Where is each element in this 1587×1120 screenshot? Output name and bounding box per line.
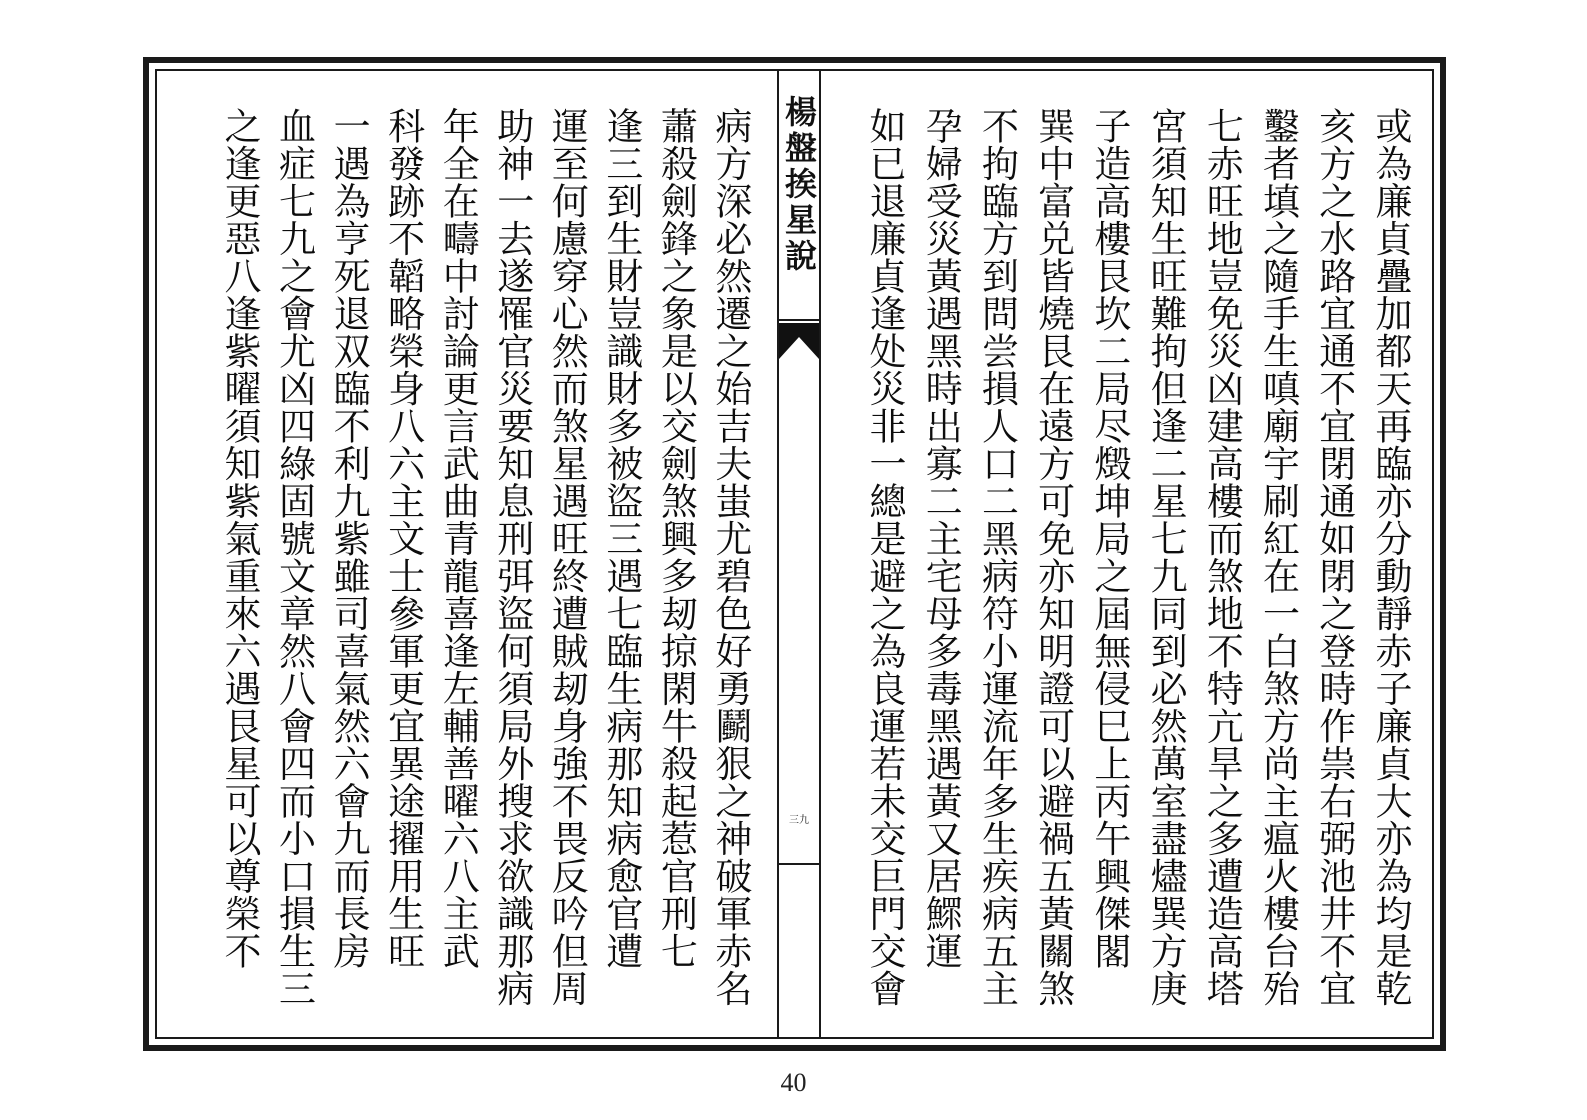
right-column-3: 鑿者填之隨手生嗔廟宇刷紅在一白煞方尚主瘟火樓台殆 xyxy=(1256,107,1300,1007)
center-spine xyxy=(777,71,821,1037)
page-number: 40 xyxy=(780,1068,807,1097)
fishtail-ornament-icon xyxy=(779,323,819,359)
right-column-8: 不拘臨方到問尝損人口二黑病符小運流年多生疾病五主 xyxy=(975,107,1019,1007)
left-column-6: 年全在疇中討論更言武曲青龍喜逢左輔善曜六八主武 xyxy=(436,107,480,970)
left-column-1: 病方深必然遷之始吉夫蚩尤碧色好勇鬬狠之神破軍赤名 xyxy=(708,107,752,1007)
spine-divider-top xyxy=(779,319,819,321)
page-border xyxy=(155,69,1434,1039)
left-column-9: 血症七九之會尤凶四綠固號文章然八會四而小口損生三 xyxy=(272,107,316,1007)
right-column-5: 宮須知生旺難拘但逢二星七九同到必然萬室盡燼巽方庚 xyxy=(1144,107,1188,1007)
left-column-2: 蕭殺劍鋒之象是以交劍煞興多刼掠閑牛殺起惹官刑七 xyxy=(654,107,698,970)
folio-number: 三九 xyxy=(789,815,809,826)
left-column-7: 科發跡不韜略榮身八六主文士參軍更宜異途擢用生旺 xyxy=(381,107,425,970)
left-column-8: 一遇為亨死退双臨不利九紫雖司喜氣然六會九而長房 xyxy=(327,107,371,970)
right-column-6: 子造高樓艮坎二局尽燬坤局之屆無侵巳上丙午興傑閣 xyxy=(1087,107,1131,970)
left-column-10: 之逢更惡八逢紫曜須知紫氣重來六遇艮星可以尊榮不 xyxy=(218,107,261,970)
left-column-4: 運至何慮穿心然而煞星遇旺終遭賊刼身強不畏反吟但周 xyxy=(545,107,589,1007)
left-page-text xyxy=(212,107,757,1007)
right-column-7: 巽中富兑皆燒艮在遠方可免亦知明證可以避禍五黃關煞 xyxy=(1031,107,1075,1007)
right-column-2: 亥方之水路宜通不宜閉通如閉之登時作祟右弼池井不宜 xyxy=(1312,107,1356,1007)
right-page-text xyxy=(857,107,1417,1007)
left-column-3: 逢三到生財豈識財多被盜三遇七臨生病那知病愈官遭 xyxy=(599,107,643,970)
spine-title: 楊盤挨星說 xyxy=(780,95,818,275)
spine-divider-bottom xyxy=(779,863,819,865)
left-column-5: 助神一去遂罹官災要知息刑弭盜何須局外搜求欲識那病 xyxy=(490,107,534,1007)
right-column-4: 七赤旺地豈免災凶建高樓而煞地不特亢旱之多遭造高塔 xyxy=(1200,107,1244,1007)
right-column-9: 孕婦受災黃遇黑時出寡二主宅母多毒黑遇黃又居鰥運 xyxy=(919,107,963,970)
book-spread xyxy=(143,57,1446,1051)
right-column-10: 如已退廉貞逢处災非一總是避之為良運若未交巨門交會 xyxy=(863,107,906,1007)
right-column-1: 或為廉貞疊加都天再臨亦分動靜赤子廉貞大亦為均是乾 xyxy=(1368,107,1412,1007)
